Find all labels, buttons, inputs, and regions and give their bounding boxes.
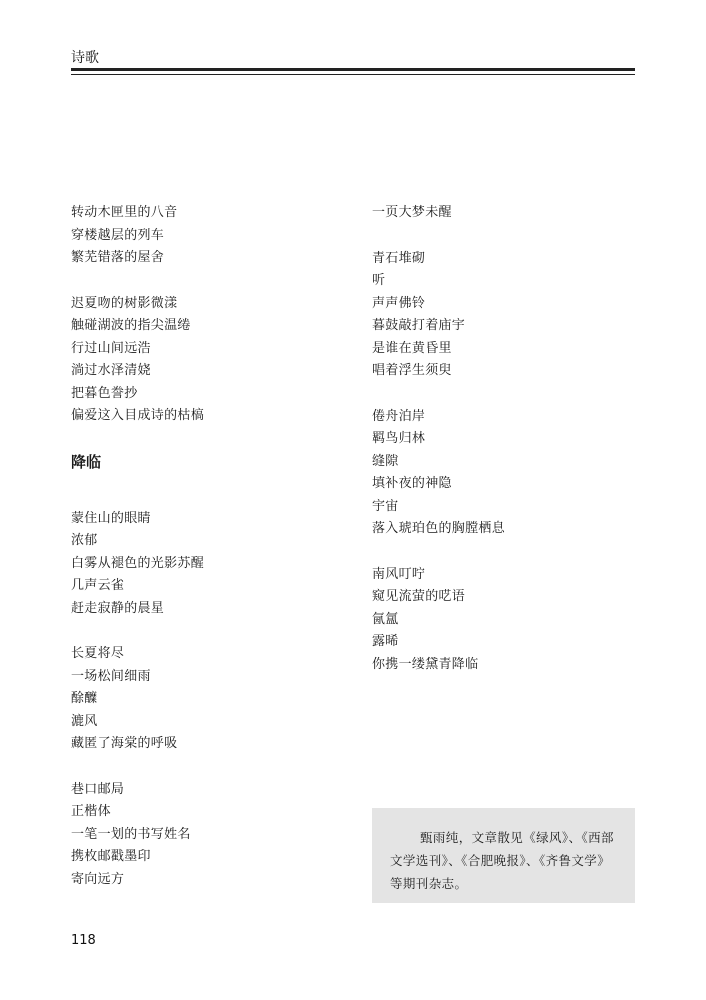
poem-line: 缝隙 <box>372 453 399 469</box>
poem-stanzas-after-title <box>71 508 351 892</box>
stanza <box>71 202 351 270</box>
right-column <box>372 202 652 699</box>
poem-line: 浓郁 <box>71 533 98 548</box>
poem-line: 触碰湖波的指尖温绻 <box>71 318 191 333</box>
poem-line: 窥见流萤的呓语 <box>372 589 466 604</box>
author-bio-text: 甄雨纯，文章散见《绿风》、《西部文学选刊》、《合肥晚报》、《齐鲁文学》等期刊杂志。 <box>390 830 614 891</box>
poem-line: 露晞 <box>372 634 399 649</box>
poem-line: 把暮色誊抄 <box>71 385 138 401</box>
stanza <box>372 202 652 225</box>
poem-line: 南风叮咛 <box>372 566 426 582</box>
stanza <box>372 248 652 383</box>
poem-line: 繁芜错落的屋舍 <box>71 250 165 265</box>
author-bio-box <box>372 808 635 903</box>
poem-line: 暮鼓敲打着庙宇 <box>372 318 466 333</box>
poem-line: 漉风 <box>71 713 98 729</box>
left-column <box>71 202 351 914</box>
stanza <box>71 643 351 756</box>
poem-line: 寄向远方 <box>71 871 125 887</box>
poem-line: 巷口邮局 <box>71 781 125 797</box>
poem-line: 蒙住山的眼睛 <box>71 510 151 526</box>
section-header: 诗歌 <box>71 50 99 66</box>
poem-line: 青石堆砌 <box>372 250 426 266</box>
poem-stanzas-continued <box>372 202 652 676</box>
poem-line: 一页大梦未醒 <box>372 205 452 220</box>
poem-line: 几声云雀 <box>71 578 125 593</box>
poem-line: 赶走寂静的晨星 <box>71 600 165 616</box>
stanza <box>71 293 351 428</box>
poem-line: 一场松间细雨 <box>71 668 151 684</box>
poem-line: 落入琥珀色的胸膛栖息 <box>372 521 506 536</box>
header-rule-thin <box>71 74 635 75</box>
poem-line: 羁鸟归林 <box>372 431 426 446</box>
poem-line: 听 <box>372 273 386 288</box>
poem-line: 正楷体 <box>71 804 111 819</box>
poem-line: 藏匿了海棠的呼吸 <box>71 736 178 751</box>
poem-line: 是谁在黄昏里 <box>372 340 452 356</box>
poem-line: 填补夜的神隐 <box>372 476 452 491</box>
poem-line: 迟夏吻的树影微漾 <box>71 295 178 311</box>
stanza <box>372 406 652 541</box>
poem-line: 声声佛铃 <box>372 295 426 311</box>
poem-title: 降临 <box>71 452 102 471</box>
poem-line: 你携一缕黛青降临 <box>372 656 479 672</box>
poem-line: 氤氲 <box>372 611 399 627</box>
poem-line: 偏爱这入目成诗的枯槁 <box>71 408 205 423</box>
poem-line: 穿楼越层的列车 <box>71 227 165 243</box>
poem-line: 唱着浮生须臾 <box>372 363 452 378</box>
stanza <box>71 779 351 892</box>
poem-line: 行过山间远浩 <box>71 340 151 356</box>
stanza <box>372 564 652 677</box>
poem-line: 白雾从褪色的光影苏醒 <box>71 555 205 571</box>
header-rule-thick <box>71 68 635 71</box>
page-number: 118 <box>71 933 96 948</box>
poem-stanzas-before-title <box>71 202 351 428</box>
poem-line: 携枚邮戳墨印 <box>71 849 151 864</box>
poem-line: 淌过水泽清娆 <box>71 363 151 378</box>
poem-line: 长夏将尽 <box>71 646 125 661</box>
stanza <box>71 508 351 621</box>
poem-line: 倦舟泊岸 <box>372 408 426 424</box>
poem-line: 一笔一划的书写姓名 <box>71 826 191 842</box>
poem-line: 宇宙 <box>372 498 399 514</box>
poem-line: 酴醾 <box>71 691 98 706</box>
poem-line: 转动木匣里的八音 <box>71 205 178 220</box>
